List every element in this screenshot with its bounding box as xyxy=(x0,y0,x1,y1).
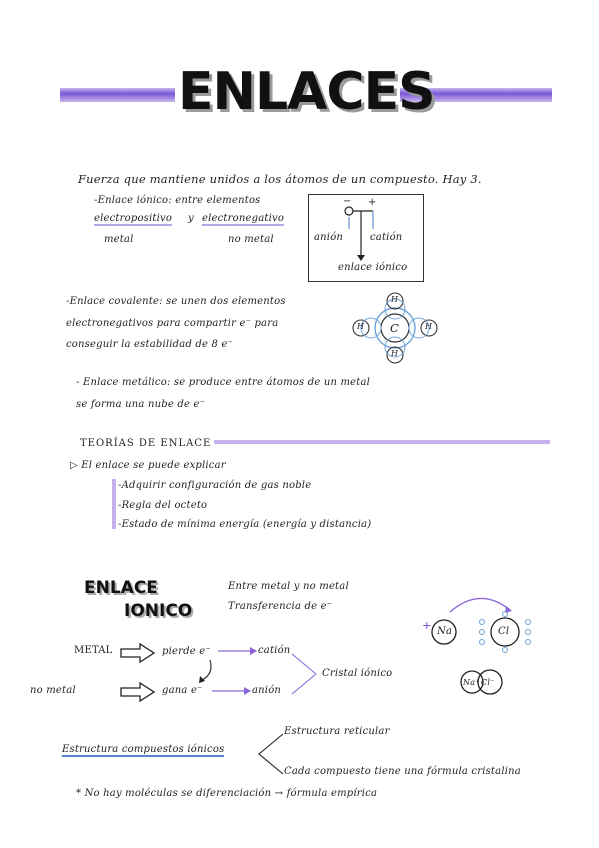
theories-heading: TEORÍAS DE ENLACE xyxy=(80,438,212,449)
covalent-line-3: conseguir la estabilidad de 8 e⁻ xyxy=(66,339,234,350)
metal-label: metal xyxy=(104,234,134,245)
chlorine-label: Cl xyxy=(498,626,510,637)
flow-cation: catión xyxy=(258,645,291,656)
theories-intro: ▷ El enlace se puede explicar xyxy=(70,460,226,471)
theories-underline-bar xyxy=(214,440,550,444)
hydrogen-right-label: H xyxy=(425,322,433,331)
electronegative-term: electronegativo xyxy=(202,213,285,224)
hydrogen-top-label: H xyxy=(391,295,399,304)
flow-gains-electron: gana e⁻ xyxy=(162,685,203,696)
hollow-arrow-icon xyxy=(120,682,156,702)
arrow-right-icon xyxy=(212,686,252,696)
theories-side-bar xyxy=(112,479,116,529)
minus-sign: − xyxy=(343,196,352,207)
ionic-heading-line-2: IONICO xyxy=(124,601,193,621)
plus-marker: + xyxy=(422,618,432,632)
hollow-arrow-icon xyxy=(120,643,156,663)
electropositive-term: electropositivo xyxy=(94,213,173,224)
ionic-desc-1: Entre metal y no metal xyxy=(228,581,349,592)
chloride-ion-label: Cl⁻ xyxy=(481,678,495,687)
metallic-line-2: se forma una nube de e⁻ xyxy=(76,399,206,410)
flow-nonmetal-label: no metal xyxy=(30,685,76,696)
plus-sign: + xyxy=(368,197,377,208)
metallic-line-1: - Enlace metálico: se produce entre átomos de un metal xyxy=(76,377,371,388)
flow-loses-electron: pierde e⁻ xyxy=(162,646,211,657)
ionic-crystal-label: Cristal iónico xyxy=(322,668,393,679)
ionic-desc-2: Transferencia de e⁻ xyxy=(228,601,333,612)
structure-label: Estructura compuestos iónicos xyxy=(62,744,225,755)
nonmetal-label: no metal xyxy=(228,234,274,245)
structure-note: * No hay moléculas se diferenciación → fórmula empírica xyxy=(76,788,378,799)
flow-anion: anión xyxy=(252,685,282,696)
theory-item-2: -Regla del octeto xyxy=(118,500,208,511)
flow-metal-label: METAL xyxy=(74,645,113,656)
ionic-heading-line-1: ENLACE xyxy=(84,578,158,598)
ionic-definition: -Enlace iónico: entre elementos xyxy=(94,195,261,206)
structure-branch-1: Estructura reticular xyxy=(284,726,390,737)
diagram-anion-label: anión xyxy=(314,232,344,243)
title-band-left xyxy=(60,88,175,102)
covalent-line-2: electronegativos para compartir e⁻ para xyxy=(66,318,279,329)
curved-arrow-icon xyxy=(196,658,216,686)
theory-item-1: -Adquirir configuración de gas noble xyxy=(118,480,312,491)
branch-bracket-icon xyxy=(255,730,285,780)
covalent-line-1: -Enlace covalente: se unen dos elementos xyxy=(66,296,286,307)
carbon-atom-label: C xyxy=(390,321,399,335)
intro-line: Fuerza que mantiene unidos a los átomos de un compuesto. Hay 3. xyxy=(78,172,482,186)
diagram-result-label: enlace iónico xyxy=(338,262,408,273)
hydrogen-left-label: H xyxy=(357,322,365,331)
and-word: y xyxy=(188,213,194,224)
merge-bracket-icon xyxy=(290,650,320,700)
diagram-cation-label: catión xyxy=(370,232,403,243)
sodium-ion-label: Na⁺ xyxy=(463,678,480,687)
arrow-right-icon xyxy=(218,646,258,656)
theory-item-3: -Estado de mínima energía (energía y distancia) xyxy=(118,519,372,530)
sodium-label: Na xyxy=(437,626,453,637)
structure-branch-2: Cada compuesto tiene una fórmula cristalina xyxy=(284,766,521,777)
hydrogen-bottom-label: H xyxy=(391,349,399,358)
page-title: ENLACES xyxy=(178,62,435,122)
